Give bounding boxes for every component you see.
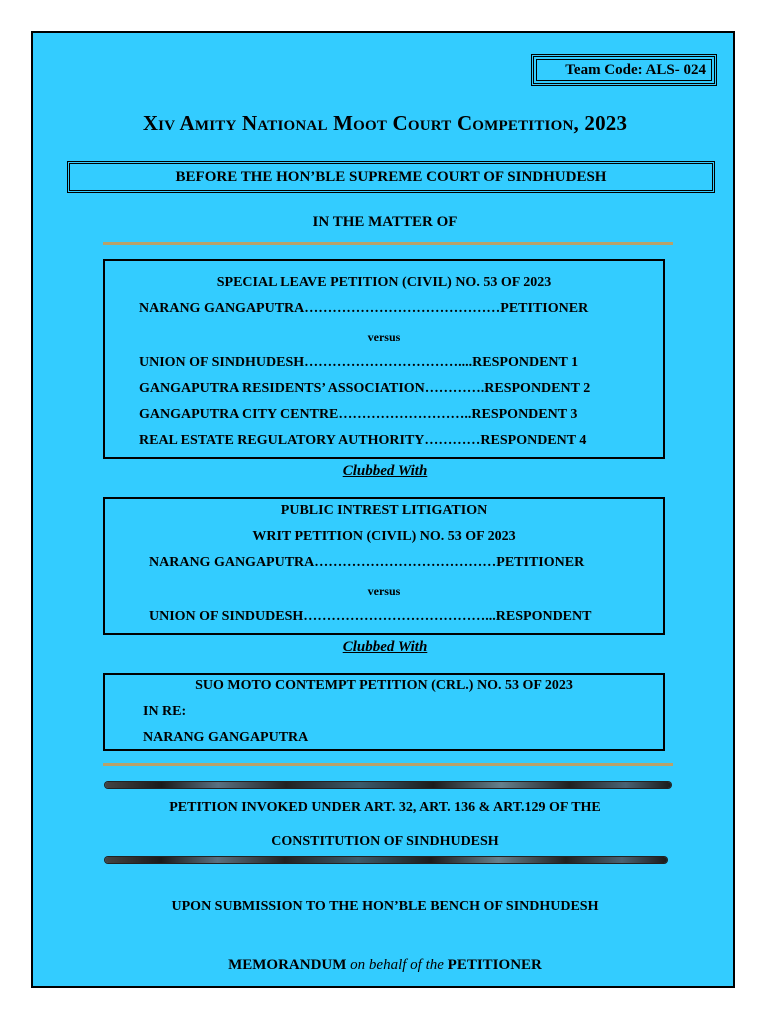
case-box-pil — [103, 497, 665, 635]
gold-divider-bottom — [103, 763, 673, 766]
slp-respondent-4: REAL ESTATE REGULATORY AUTHORITY…………RESPONDENT 4 — [139, 433, 587, 448]
in-re-label: IN RE: — [143, 704, 187, 719]
slp-respondent-2: GANGAPUTRA RESIDENTS’ ASSOCIATION………….RESPONDENT 2 — [139, 381, 591, 396]
gold-divider-top — [103, 242, 673, 245]
invoked-line-1: PETITION INVOKED UNDER ART. 32, ART. 136 & ART.129 OF THE — [169, 800, 601, 815]
court-heading-box: BEFORE THE HON’BLE SUPREME COURT OF SINDHUDESH — [67, 161, 715, 193]
team-code-box: Team Code: ALS- 024 — [531, 54, 717, 86]
petitioner-word: PETITIONER — [447, 957, 542, 973]
pil-versus: versus — [367, 584, 401, 598]
clubbed-with-label-2: Clubbed With — [342, 639, 428, 655]
pil-respondent: UNION OF SINDUDESH…………………………………...RESPONDENT — [149, 609, 592, 624]
in-the-matter-of: IN THE MATTER OF — [312, 214, 458, 230]
clubbed-with-label-1: Clubbed With — [342, 463, 428, 479]
decorative-bar-top — [105, 782, 671, 788]
writ-petition-heading: WRIT PETITION (CIVIL) NO. 53 OF 2023 — [252, 529, 516, 544]
invoked-line-2: CONSTITUTION OF SINDHUDESH — [271, 834, 499, 849]
cover-page — [31, 31, 735, 988]
slp-respondent-3: GANGAPUTRA CITY CENTRE………………………..RESPONDENT 3 — [139, 407, 578, 422]
contempt-name: NARANG GANGAPUTRA — [143, 730, 309, 745]
contempt-heading: SUO MOTO CONTEMPT PETITION (CRL.) NO. 53 OF 2023 — [195, 678, 573, 693]
competition-title: Xiv Amity National Moot Court Competition, 2023 — [142, 111, 628, 135]
slp-respondent-1: UNION OF SINDHUDESH……………………………....RESPONDENT 1 — [139, 355, 579, 370]
memorandum-word: MEMORANDUM — [228, 957, 347, 973]
case-box-contempt — [103, 673, 665, 751]
case-box-slp — [103, 259, 665, 459]
submission-line: UPON SUBMISSION TO THE HON’BLE BENCH OF SINDHUDESH — [171, 899, 599, 914]
slp-petitioner: NARANG GANGAPUTRA……………………………………PETITIONER — [139, 301, 589, 316]
on-behalf-of-text: on behalf of the — [350, 957, 444, 973]
memorandum-line — [33, 957, 737, 974]
slp-heading: SPECIAL LEAVE PETITION (CIVIL) NO. 53 OF 2023 — [216, 275, 552, 290]
slp-versus: versus — [367, 330, 401, 344]
pil-heading: PUBLIC INTREST LITIGATION — [280, 503, 488, 518]
pil-petitioner: NARANG GANGAPUTRA…………………………………PETITIONER — [149, 555, 585, 570]
decorative-bar-bottom — [105, 857, 667, 863]
